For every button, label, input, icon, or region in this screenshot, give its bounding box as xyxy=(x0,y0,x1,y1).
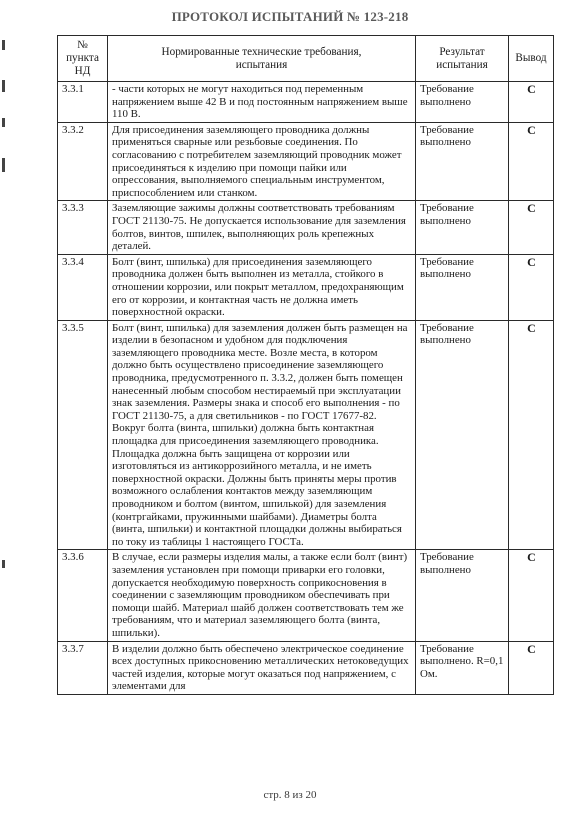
header-requirements-line: Нормированные технические требования, xyxy=(161,45,362,58)
test-result: Требование выполнено xyxy=(416,122,509,201)
header-verdict: Вывод xyxy=(509,36,554,82)
item-number: 3.3.1 xyxy=(58,82,108,123)
table-row xyxy=(58,550,554,641)
requirement-text: Для присоединения заземляющего проводника должны применяться сварные или резьбовые соединения. По согласованию с потребителем заземляющий проводник может присоединяться к изделию при помощи пайки или опрессования, выполняемого специальным инструментом, приспособлением или станком. xyxy=(108,122,416,201)
table-header-row xyxy=(58,36,554,82)
requirement-text: Болт (винт, шпилька) для заземления должен быть размещен на изделии в безопасном и удобном для подключения заземляющего проводника месте. Возле места, в котором должно быть осуществлено присоединение заземляющего проводника, предусмотренного п. 3.3.2, должен быть помещен нанесенный любым способом нестираемый при эксплуатации знак заземления. Размеры знака и способ его выполнения - по ГОСТ 21130-75, а для светильников - по ГОСТ 17677-82. Вокруг болта (винта, шпильки) должна быть контактная площадка для присоединения заземляющего проводника. Площадка должна быть защищена от коррозии или изготовляться из антикоррозийного металла, и не иметь поверхностной окраски. Должны быть приняты меры против возможного ослабления контактов между заземляющим проводником и болтом (винтом, шпилькой) для заземления (контргайками, пружинными шайбами). Диаметры болта (винта, шпильки) и контактной площадки должны выбираться по току из таблицы 1 настоящего ГОСТа. xyxy=(108,320,416,550)
binding-mark xyxy=(2,118,5,127)
header-requirements xyxy=(108,36,416,82)
table-row xyxy=(58,641,554,694)
verdict: С xyxy=(509,82,554,123)
item-number: 3.3.3 xyxy=(58,201,108,254)
verdict: С xyxy=(509,122,554,201)
item-number: 3.3.7 xyxy=(58,641,108,694)
header-test-result-line: испытания xyxy=(436,58,488,71)
document-title: ПРОТОКОЛ ИСПЫТАНИЙ № 123-218 xyxy=(171,9,409,24)
test-result: Требование выполнено. R=0,1 Ом. xyxy=(416,641,509,694)
test-result: Требование выполнено xyxy=(416,550,509,641)
binding-mark xyxy=(2,158,5,172)
test-result: Требование выполнено xyxy=(416,201,509,254)
page-number: стр. 8 из 20 xyxy=(263,789,317,801)
item-number: 3.3.2 xyxy=(58,122,108,201)
test-result: Требование выполнено xyxy=(416,82,509,123)
item-number: 3.3.4 xyxy=(58,254,108,320)
table-row xyxy=(58,201,554,254)
requirement-text: Болт (винт, шпилька) для присоединения заземляющего проводника должен быть выполнен из металла, стойкого в отношении коррозии, или покрыт металлом, предохраняющим его от коррозии, и контактная часть не должна иметь поверхностной окраски. xyxy=(108,254,416,320)
header-test-result xyxy=(416,36,509,82)
binding-mark xyxy=(2,80,5,92)
header-item-number xyxy=(58,36,108,82)
verdict: С xyxy=(509,320,554,550)
requirement-text: В изделии должно быть обеспечено электрическое соединение всех доступных прикосновению металлических нетоковедущих частей изделия, которые могут оказаться под напряжением, с элементами для xyxy=(108,641,416,694)
requirement-text: В случае, если размеры изделия малы, а также если болт (винт) заземления установлен при помощи приварки его головки, допускается необходимую поверхность соприкосновения в соединении с заземляющим проводником обеспечивать при помощи шайб. Материал шайб должен соответствовать тем же требованиям, что и материал заземляющего болта (винта, шпильки). xyxy=(108,550,416,641)
verdict: С xyxy=(509,550,554,641)
protocol-table xyxy=(57,35,554,695)
header-item-number-line: пункта xyxy=(66,52,99,64)
table-row xyxy=(58,82,554,123)
header-requirements-line: испытания xyxy=(235,58,288,71)
item-number: 3.3.6 xyxy=(58,550,108,641)
table-row xyxy=(58,254,554,320)
header-item-number-line: № xyxy=(77,39,88,51)
test-result: Требование выполнено xyxy=(416,254,509,320)
header-test-result-line: Результат xyxy=(439,45,485,58)
test-result: Требование выполнено xyxy=(416,320,509,550)
table-row xyxy=(58,320,554,550)
header-item-number-line: НД xyxy=(74,65,91,77)
verdict: С xyxy=(509,254,554,320)
item-number: 3.3.5 xyxy=(58,320,108,550)
verdict: С xyxy=(509,641,554,694)
binding-mark xyxy=(2,40,5,50)
binding-mark xyxy=(2,560,5,568)
requirement-text: Заземляющие зажимы должны соответствовать требованиям ГОСТ 21130-75. Не допускается использование для заземления болтов, винтов, шпилек, выполняющих роль крепежных деталей. xyxy=(108,201,416,254)
table-row xyxy=(58,122,554,201)
requirement-text: - части которых не могут находиться под переменным напряжением выше 42 В и под постоянным напряжением выше 110 В. xyxy=(108,82,416,123)
verdict: С xyxy=(509,201,554,254)
